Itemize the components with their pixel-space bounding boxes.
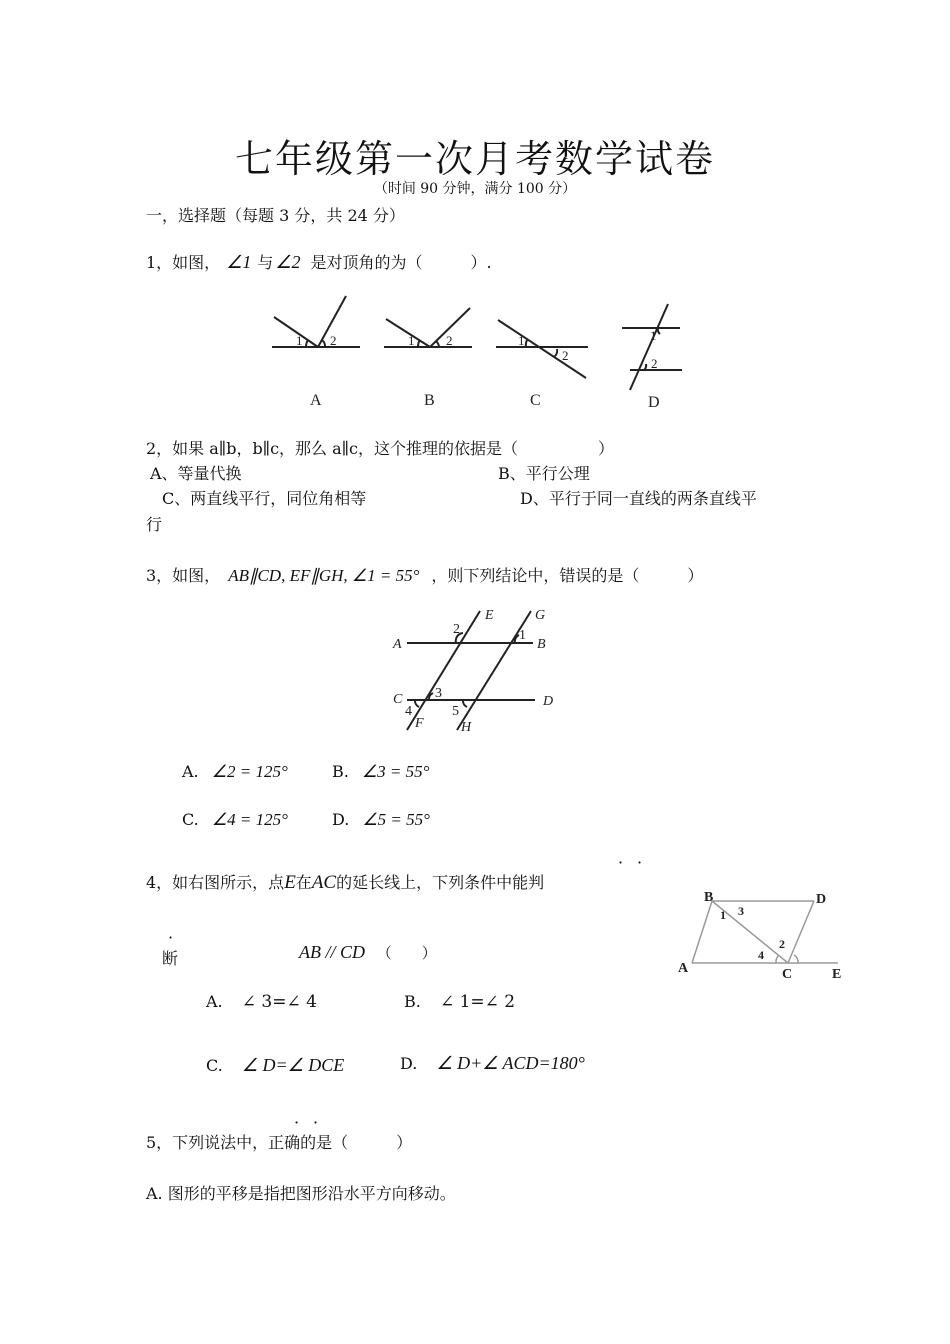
q4-fig-a: A: [678, 961, 689, 976]
q3-fig-angle-2: 2: [453, 622, 460, 637]
q3-option-d: [332, 810, 430, 830]
q4-fig-e: E: [832, 967, 842, 982]
q3-formula: AB∥CD, EF∥GH, ∠1 = 55°: [228, 566, 420, 585]
q4-fig-angle-1: 1: [720, 908, 726, 922]
q1-fig-label-a: A: [310, 392, 322, 409]
q4-option-b-text: ∠ 1=∠ 2: [439, 992, 516, 1012]
q4-fig-angle-3: 3: [738, 904, 744, 918]
q4-mid2: 的延长线上，下列条件中能判: [336, 873, 545, 892]
q2-option-d-wrap: 行: [146, 515, 163, 534]
q3-option-b-text: ∠3 = 55°: [361, 762, 430, 781]
q1-angle2: ∠2: [275, 252, 301, 272]
q3-fig-h: H: [461, 720, 472, 735]
q4-option-b-label: B.: [404, 992, 421, 1011]
q3-option-c-label: C.: [182, 810, 199, 829]
q1-suffix: 是对顶角的为（ ）.: [310, 253, 492, 272]
question-5-stem: 5，下列说法中，正确的是（ ）: [146, 1133, 413, 1152]
q3-option-a-text: ∠2 = 125°: [211, 762, 288, 781]
q4-mid1: 在: [295, 873, 312, 892]
q2-option-d: D、平行于同一直线的两条直线平: [520, 489, 757, 508]
section-heading: 一，选择题（每题 3 分，共 24 分）: [146, 206, 405, 225]
q4-fig-angle-2: 2: [779, 937, 785, 951]
q4-target: [299, 942, 437, 963]
q4-fig-b: B: [704, 890, 714, 905]
q4-option-a: [206, 992, 317, 1012]
q3-option-c-text: ∠4 = 125°: [211, 810, 288, 829]
q3-fig-g: G: [535, 608, 546, 623]
emphasis-dot: ·: [637, 853, 643, 872]
emphasis-dot: ·: [294, 1113, 300, 1132]
emphasis-dot: ·: [618, 853, 624, 872]
q1-fig-a-angle2: 2: [330, 333, 337, 348]
q4-option-d-text: ∠ D+∠ ACD=180°: [436, 1053, 585, 1073]
q1-fig-label-d: D: [648, 394, 660, 411]
q2-option-b: B、平行公理: [498, 464, 590, 483]
q4-point-e: E: [284, 872, 296, 893]
q3-fig-angle-5: 5: [452, 704, 459, 719]
q5-option-a: A. 图形的平移是指把图形沿水平方向移动。: [146, 1184, 456, 1203]
q4-fig-d: D: [816, 892, 827, 907]
q2-option-a: A、等量代换: [150, 464, 242, 483]
q3-option-d-label: D.: [332, 810, 350, 829]
q1-mid: 与: [257, 253, 274, 272]
q4-option-d: [400, 1053, 585, 1074]
q3-fig-angle-4: 4: [405, 704, 412, 719]
q1-fig-label-b: B: [424, 392, 435, 409]
q3-fig-angle-1: 1: [519, 628, 526, 643]
question-3-figure: [385, 603, 575, 738]
question-4-figure: [672, 884, 852, 984]
question-2-stem: 2，如果 a∥b，b∥c，那么 a∥c，这个推理的依据是（ ）: [146, 439, 615, 458]
q3-option-d-text: ∠5 = 55°: [362, 810, 430, 829]
page-title: 七年级第一次月考数学试卷: [234, 137, 715, 181]
q1-fig-label-c: C: [530, 392, 541, 409]
q3-option-a: [182, 762, 288, 782]
q1-angle1: ∠1: [226, 252, 252, 272]
q4-option-c: [206, 1055, 344, 1076]
q4-option-d-label: D.: [400, 1054, 418, 1073]
q4-target-text: AB // CD: [299, 942, 365, 962]
q4-segment-ac: AC: [311, 872, 337, 893]
q1-fig-b-angle2: 2: [446, 333, 453, 348]
q3-option-a-label: A.: [182, 762, 199, 781]
q4-option-a-text: ∠ 3=∠ 4: [241, 992, 317, 1012]
q3-fig-angle-3: 3: [435, 686, 442, 701]
q1-prefix: 1，如图，: [146, 253, 221, 272]
question-3-stem: [146, 563, 703, 586]
q4-option-c-text: ∠ D=∠ DCE: [241, 1055, 345, 1075]
q4-stem-line2: 断: [162, 949, 179, 968]
q3-fig-f: F: [415, 716, 424, 731]
q3-fig-e: E: [485, 608, 494, 623]
question-4-stem: [146, 870, 544, 894]
q3-suffix: ，则下列结论中，错误的是（ ）: [431, 566, 704, 585]
q1-fig-c-angle2: 2: [562, 348, 569, 363]
q1-fig-d-angle2: 2: [651, 356, 658, 371]
q3-fig-c: C: [393, 692, 403, 707]
page-subtitle: （时间 90 分钟，满分 100 分）: [373, 181, 577, 197]
q3-fig-d: D: [543, 694, 554, 709]
q4-option-c-label: C.: [206, 1056, 223, 1075]
q4-fig-angle-4: 4: [758, 948, 764, 962]
q3-option-b: [332, 762, 429, 782]
q4-option-b: [404, 992, 515, 1012]
q3-fig-a: A: [393, 637, 402, 652]
q4-fig-c: C: [782, 967, 793, 982]
q4-paren: （ ）: [376, 944, 437, 962]
emphasis-dot: ·: [313, 1113, 319, 1132]
q2-option-c: C、两直线平行，同位角相等: [162, 489, 367, 508]
question-1-stem: [146, 250, 492, 273]
q1-fig-d-angle1: 1: [650, 328, 657, 343]
q3-prefix: 3，如图，: [146, 566, 221, 585]
q3-fig-b: B: [537, 637, 546, 652]
q4-prefix: 4，如右图所示，点: [146, 873, 285, 892]
q1-fig-b-angle1: 1: [408, 333, 415, 348]
emphasis-dot: ·: [168, 928, 174, 947]
question-1-figures: [260, 290, 700, 415]
q4-option-a-label: A.: [206, 992, 223, 1011]
q3-option-c: [182, 810, 288, 830]
q1-fig-a-angle1: 1: [296, 333, 303, 348]
q3-option-b-label: B.: [332, 762, 349, 781]
q1-fig-c-angle1: 1: [518, 333, 525, 348]
